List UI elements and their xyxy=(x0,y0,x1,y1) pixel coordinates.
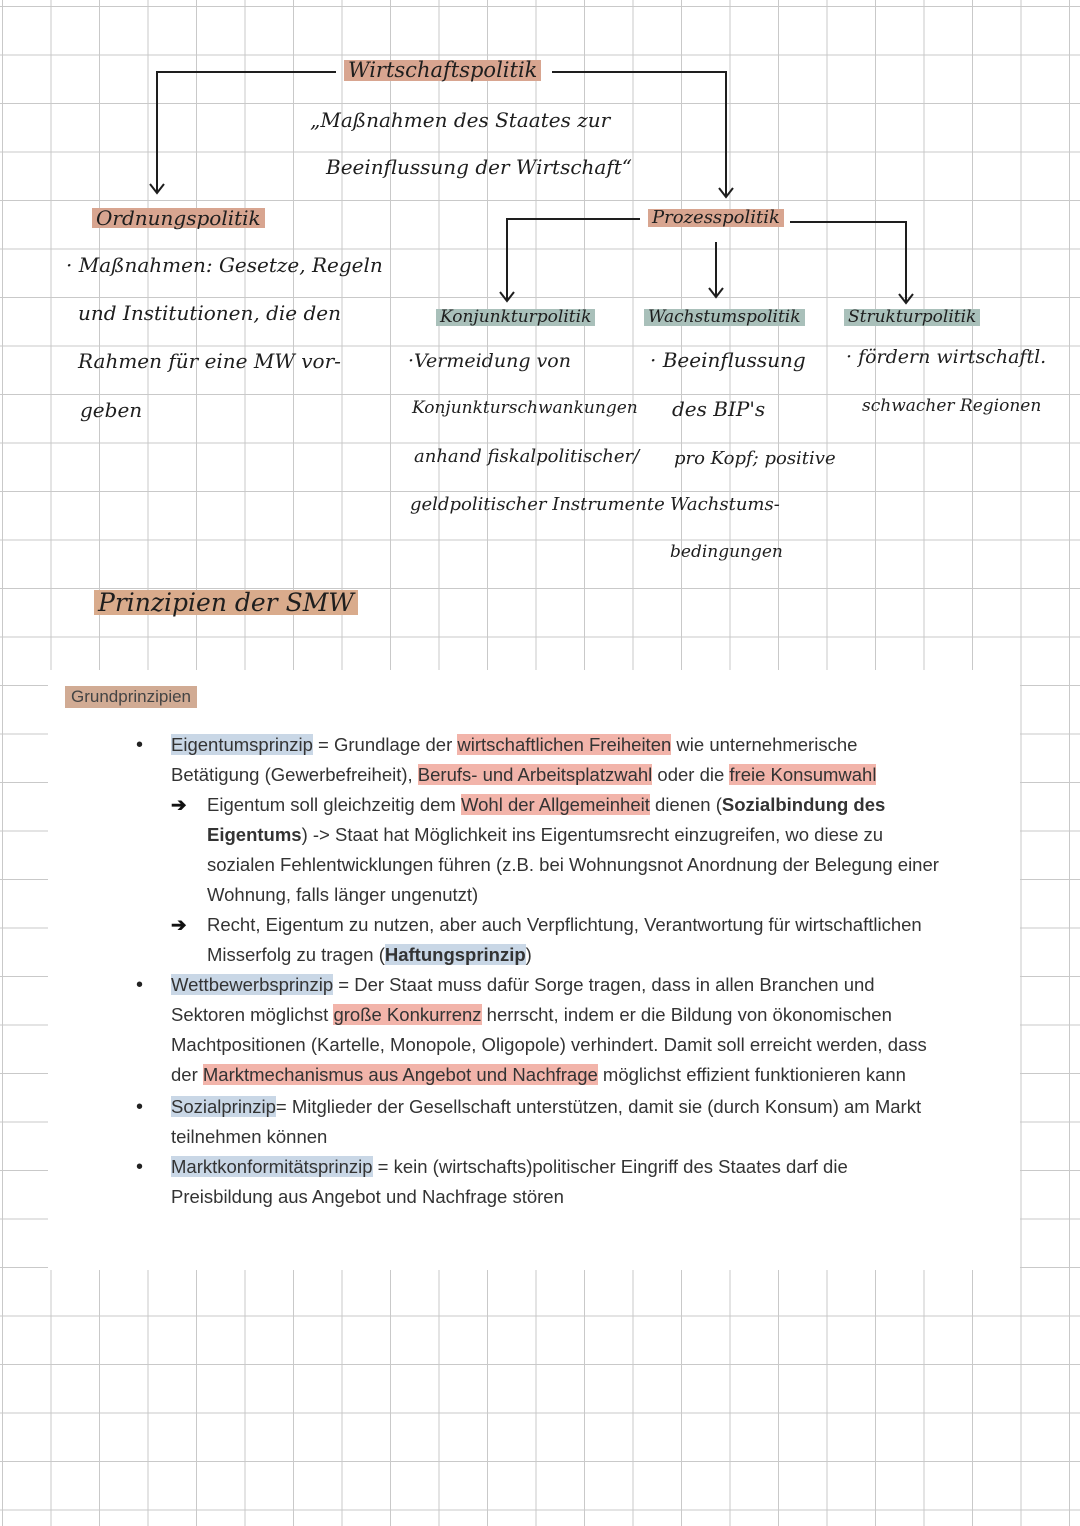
highlight: freie Konsumwahl xyxy=(729,764,877,785)
definition-line-1: „Maßnahmen des Staates zur xyxy=(310,108,611,132)
struktur-line: · fördern wirtschaftl. xyxy=(846,346,1047,368)
sub-point: ➔ Eigentum soll gleichzeitig dem Wohl der Allgemeinheit dienen (Sozialbindung des Eigentums) -> Staat hat Möglichkeit ins Eigentumsrecht einzugreifen, wo diese zu sozialen Fehlentwicklungen führen (z.B. bei Wohnungsnot Anordnung der Belegung einer Wohnung, falls länger ungenutzt) xyxy=(171,790,948,910)
principle-wettbewerb: • Wettbewerbsprinzip = Der Staat muss dafür Sorge tragen, dass in allen Branchen und Sektoren möglichst große Konkurrenz herrscht, indem er die Bildung von ökonomischen Machtpositionen (Kartelle, Monopole, Oligopole) verhindert. Damit soll erreicht werden, dass der Marktmechanismus aus Angebot und Nachfrage möglichst effizient funktionieren kann xyxy=(48,970,948,1090)
definition-line-2: Beeinflussung der Wirtschaft“ xyxy=(326,155,633,179)
principle-name: Wettbewerbsprinzip xyxy=(171,974,334,995)
heading-prozesspolitik: Prozesspolitik xyxy=(648,209,784,227)
grundprinzipien-tag: Grundprinzipien xyxy=(65,686,197,708)
heading-strukturpolitik: Strukturpolitik xyxy=(844,309,980,326)
highlight: Marktmechanismus aus Angebot und Nachfrage xyxy=(202,1064,598,1085)
arrow-icon: ➔ xyxy=(171,794,187,815)
principle-name: Sozialprinzip xyxy=(171,1096,276,1117)
principle-marktkonformitaet: • Marktkonformitätsprinzip = kein (wirtschafts)politischer Eingriff des Staates darf die Preisbildung aus Angebot und Nachfrage stören xyxy=(48,1152,948,1212)
principle-sozial: • Sozialprinzip= Mitglieder der Gesellschaft unterstützen, damit sie (durch Konsum) am Markt teilnehmen können xyxy=(48,1092,948,1152)
arrow-to-ordnungspolitik xyxy=(157,72,336,192)
highlight: wirtschaftlichen Freiheiten xyxy=(457,734,672,755)
title-wirtschaftspolitik: Wirtschaftspolitik xyxy=(344,60,541,81)
konjunktur-line: geldpolitischer Instrumente xyxy=(410,494,665,515)
ordnung-line: · Maßnahmen: Gesetze, Regeln xyxy=(66,253,383,277)
konjunktur-line: anhand fiskalpolitischer/ xyxy=(414,446,640,467)
heading-wachstumspolitik: Wachstumspolitik xyxy=(644,309,805,326)
arrow-to-strukturpolitik xyxy=(790,222,906,302)
wachstum-line: bedingungen xyxy=(670,542,783,562)
arrow-icon: ➔ xyxy=(171,914,187,935)
highlight: Haftungsprinzip xyxy=(384,944,526,965)
arrow-to-konjunkturpolitik xyxy=(507,219,640,300)
heading-ordnungspolitik: Ordnungspolitik xyxy=(92,208,265,228)
sub-point: ➔ Recht, Eigentum zu nutzen, aber auch Verpflichtung, Verantwortung für wirtschaftlichen Misserfolg zu tragen (Haftungsprinzip) xyxy=(171,910,948,970)
konjunktur-line: ·Vermeidung von xyxy=(408,350,571,372)
principle-name: Marktkonformitätsprinzip xyxy=(171,1156,373,1177)
principles-heading: Prinzipien der SMW xyxy=(94,590,358,615)
grundprinzipien-document xyxy=(48,670,1020,1270)
heading-konjunkturpolitik: Konjunkturpolitik xyxy=(436,309,595,326)
ordnung-line: und Institutionen, die den xyxy=(78,301,342,325)
highlight: große Konkurrenz xyxy=(333,1004,482,1025)
wachstum-line: · Beeinflussung xyxy=(650,348,806,372)
struktur-line: schwacher Regionen xyxy=(862,396,1042,416)
principles-list xyxy=(48,730,948,1212)
principle-eigentum: • Eigentumsprinzip = Grundlage der wirtschaftlichen Freiheiten wie unternehmerische Betätigung (Gewerbefreiheit), Berufs- und Arbeitsplatzwahl oder die freie Konsumwahl ➔ Eigentum soll gleichzeitig dem Wohl der Allgemeinheit dienen (Sozialbindung des Eigentums) -> Staat hat Möglichkeit ins Eigentumsrecht einzugreifen, wo diese zu sozialen Fehlentwicklungen führen (z.B. bei Wohnungsnot Anordnung der Belegung einer Wohnung, falls länger ungenutzt) ➔ Recht, Eigentum zu nutzen, aber auch Verpflichtung, Verantwortung für wirtschaftlichen Misserfolg zu tragen (Haftungsprinzip) xyxy=(48,730,948,970)
wachstum-line: Wachstums- xyxy=(670,494,780,515)
highlight: Berufs- und Arbeitsplatzwahl xyxy=(417,764,653,785)
wachstum-line: des BIP's xyxy=(672,397,766,421)
principle-name: Eigentumsprinzip xyxy=(171,734,313,755)
ordnung-line: geben xyxy=(80,398,143,422)
highlight: Wohl der Allgemeinheit xyxy=(461,794,650,815)
ordnung-line: Rahmen für eine MW vor- xyxy=(78,349,341,373)
konjunktur-line: Konjunkturschwankungen xyxy=(412,398,638,418)
wachstum-line: pro Kopf; positive xyxy=(674,448,836,469)
